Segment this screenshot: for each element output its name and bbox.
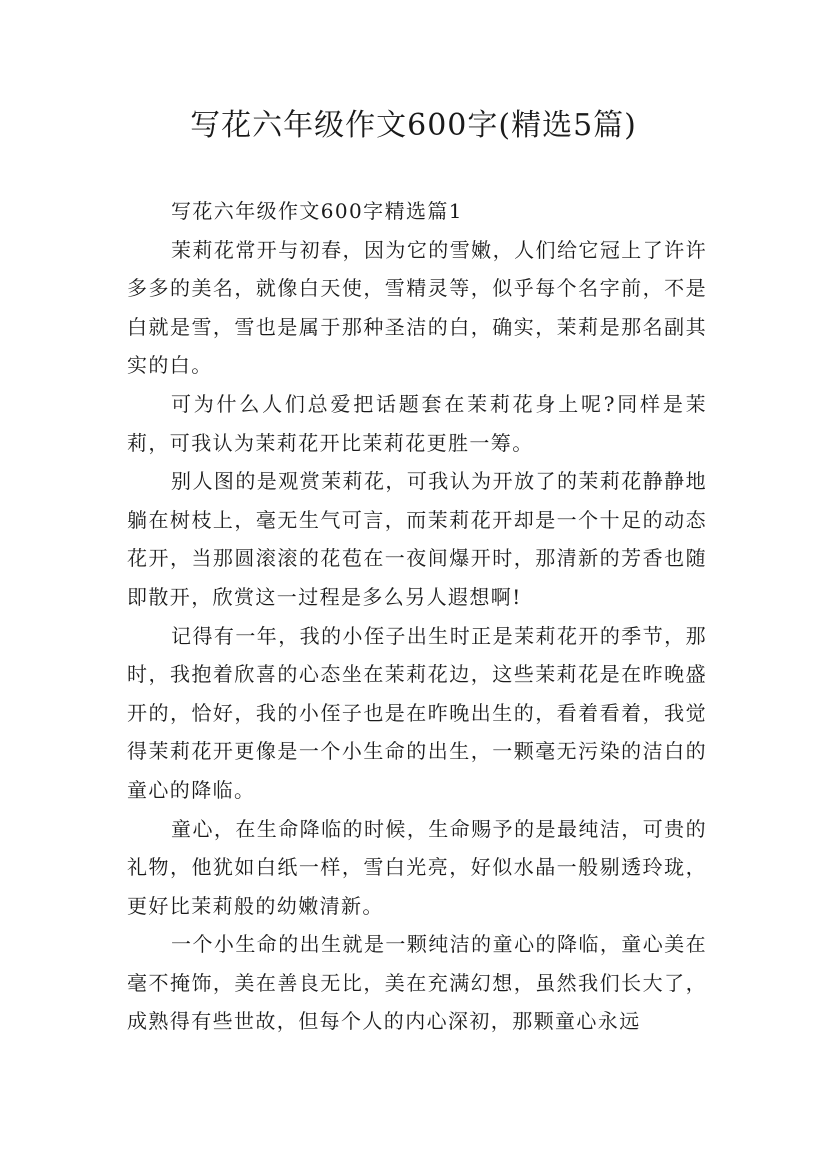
document-title: 写花六年级作文600字(精选5篇) xyxy=(190,108,637,143)
paragraph: 可为什么人们总爱把话题套在茉莉花身上呢?同样是茉莉，可我认为茉莉花开比茉莉花更胜一筹。 xyxy=(127,391,707,455)
paragraph: 一个小生命的出生就是一颗纯洁的童心的降临，童心美在毫不掩饰，美在善良无比，美在充满幻想，虽然我们长大了，成熟得有些世故，但每个人的内心深初，那颗童心永远 xyxy=(127,932,707,1034)
section-heading: 写花六年级作文600字精选篇1 xyxy=(171,199,463,223)
paragraph: 童心，在生命降临的时候，生命赐予的是最纯洁，可贵的礼物，他犹如白纸一样，雪白光亮，好似水晶一般剔透玲珑，更好比茉莉般的幼嫩清新。 xyxy=(127,816,707,918)
document-body xyxy=(127,192,707,1041)
paragraph: 茉莉花常开与初春，因为它的雪嫩，人们给它冠上了许许多多的美名，就像白天使，雪精灵等，似乎每个名字前，不是白就是雪，雪也是属于那种圣洁的白，确实，茉莉是那名副其实的白。 xyxy=(127,237,707,378)
paragraph: 记得有一年，我的小侄子出生时正是茉莉花开的季节，那时，我抱着欣喜的心态坐在茉莉花边，这些茉莉花是在昨晚盛开的，恰好，我的小侄子也是在昨晚出生的，看着看着，我觉得茉莉花开更像是一个小生命的出生，一颗毫无污染的洁白的童心的降临。 xyxy=(127,623,707,802)
paragraph: 别人图的是观赏茉莉花，可我认为开放了的茉莉花静静地躺在树枝上，毫无生气可言，而茉莉花开却是一个十足的动态花开，当那圆滚滚的花苞在一夜间爆开时，那清新的芳香也随即散开，欣赏这一过程是多么另人遐想啊! xyxy=(127,469,707,609)
